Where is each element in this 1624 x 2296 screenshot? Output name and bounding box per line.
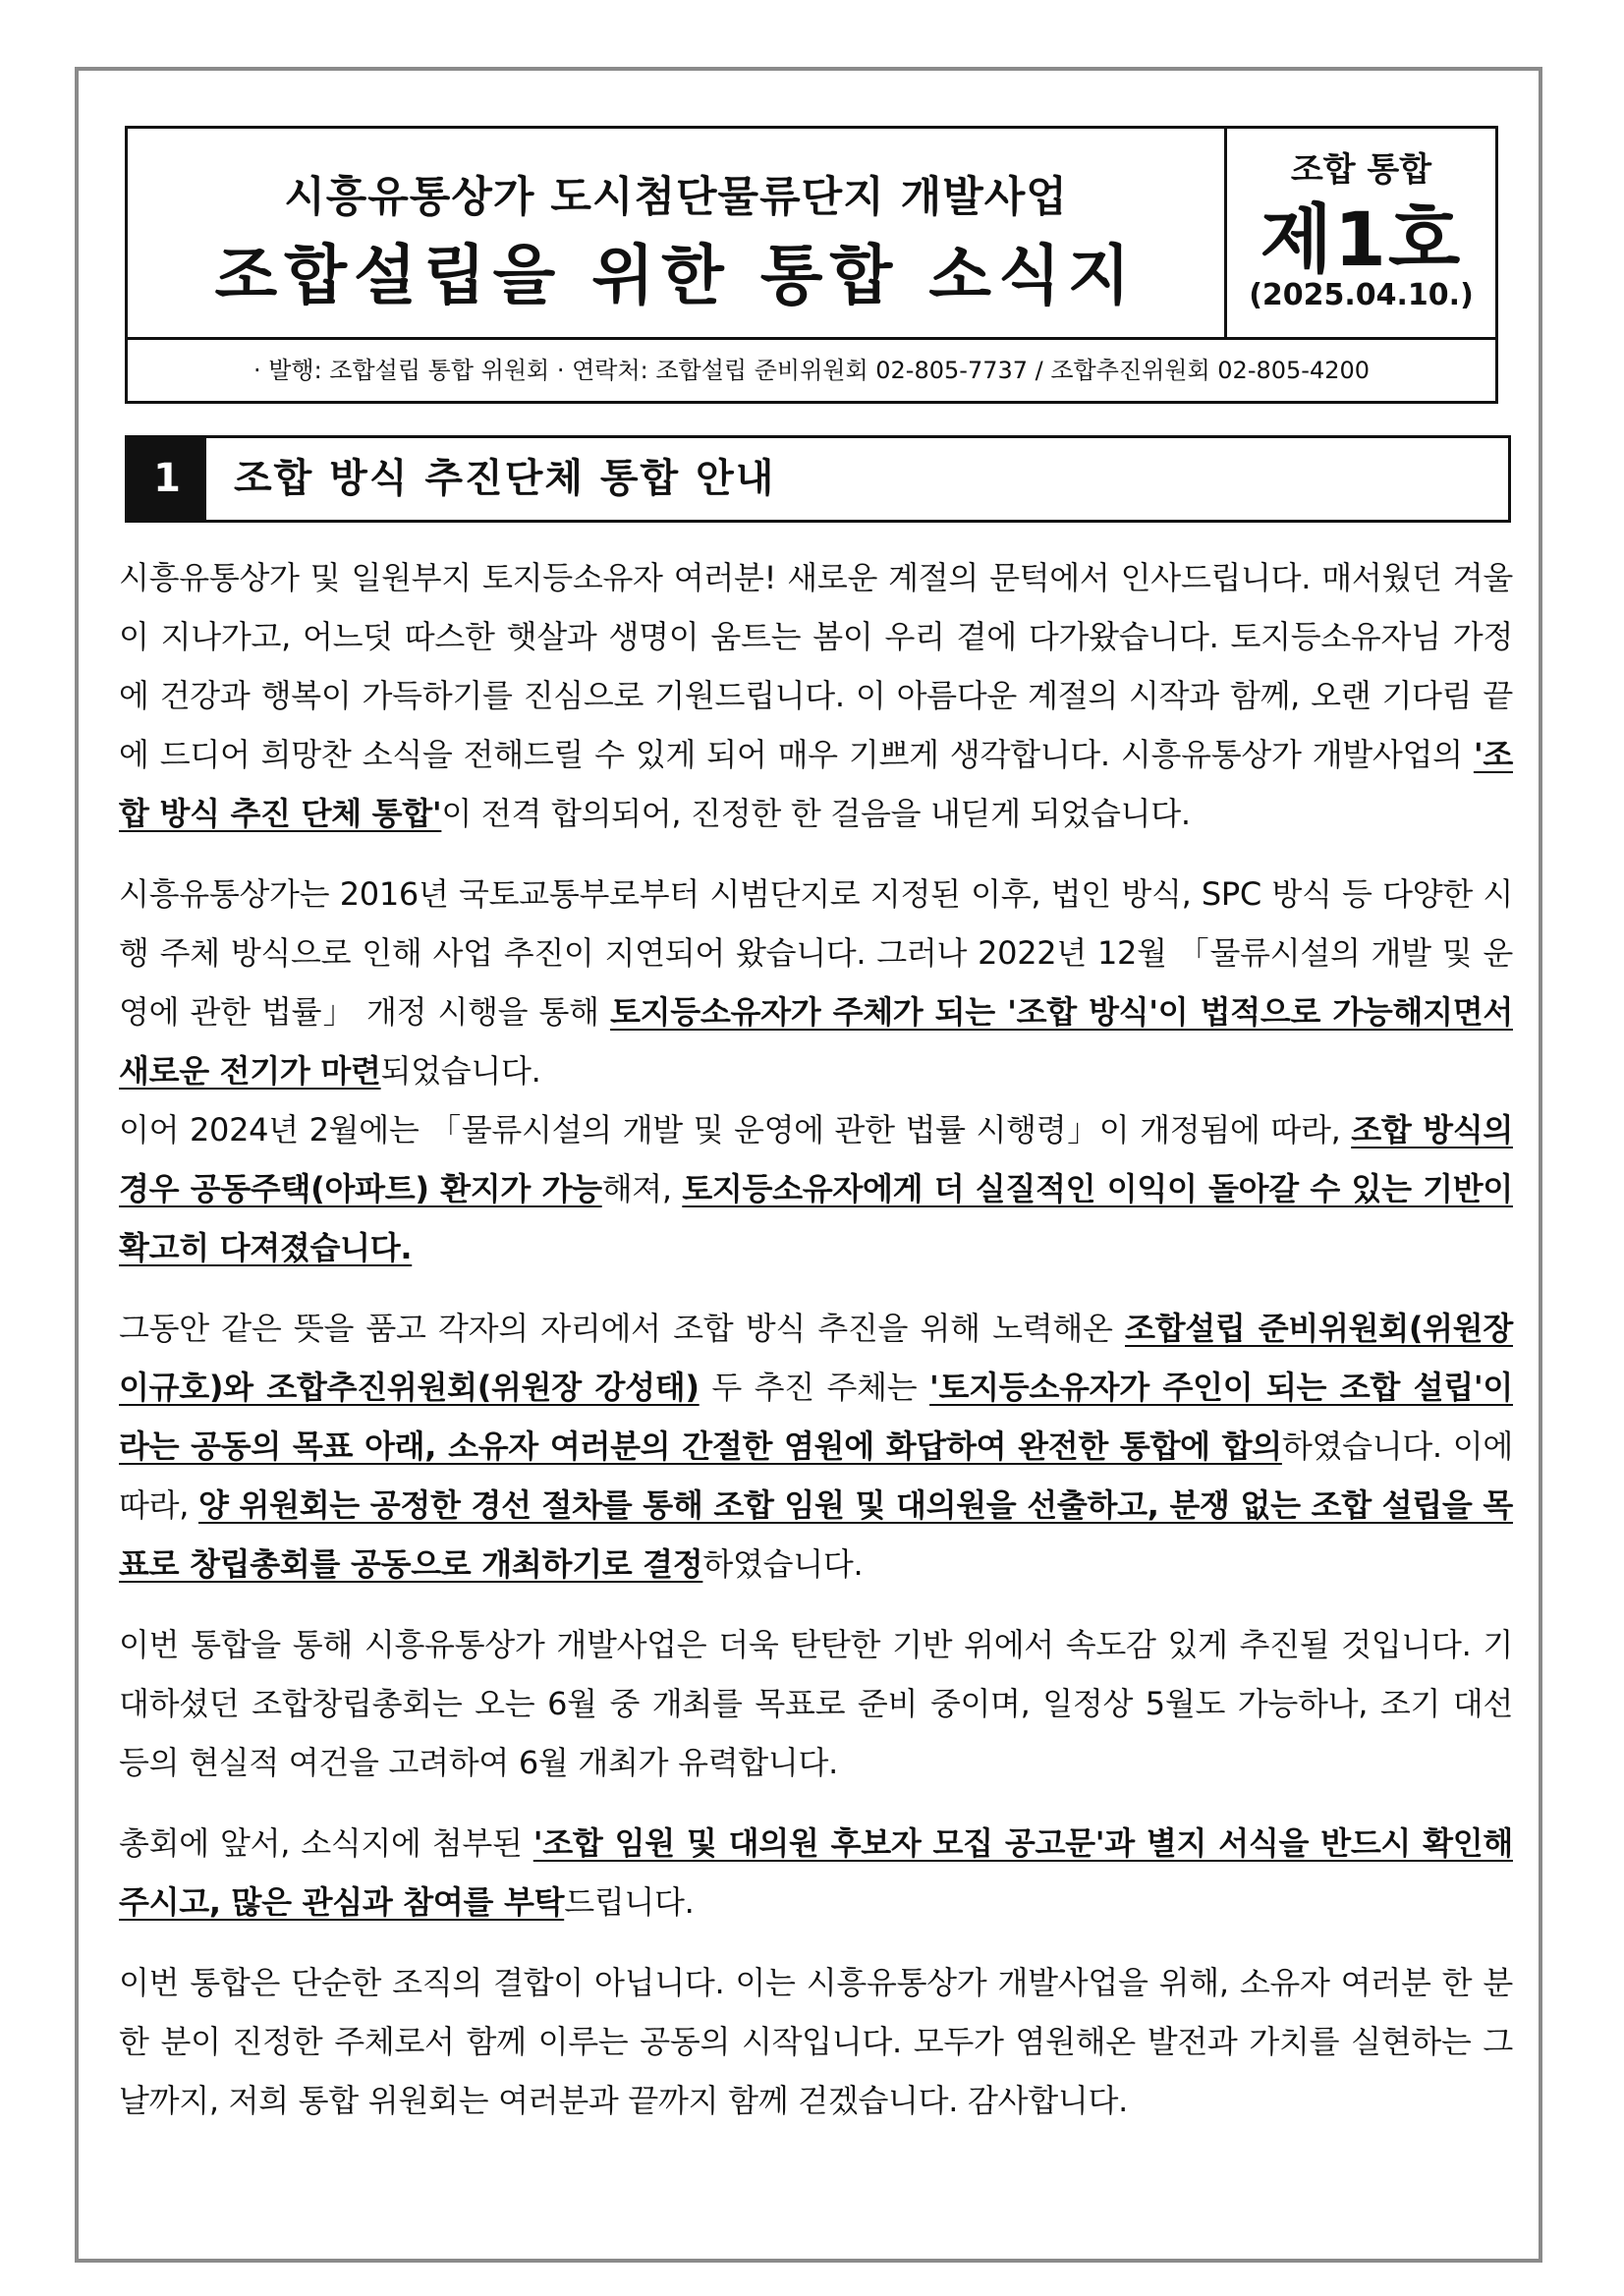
paragraph bbox=[119, 1615, 1513, 1792]
paragraph bbox=[119, 1953, 1513, 2130]
issue-label: 조합 통합 bbox=[1290, 150, 1432, 190]
article-body bbox=[119, 548, 1513, 2152]
emphasized-text: 조합설립 준비위원회(위원장 이규호)와 조합추진위원회(위원장 강성태) bbox=[119, 1310, 1514, 1406]
emphasized-text: 토지등소유자에게 더 실질적인 이익이 돌아갈 수 있는 기반이 확고히 다져졌습니다. bbox=[119, 1170, 1514, 1266]
emphasized-text: '조합 임원 및 대의원 후보자 모집 공고문'과 별지 서식을 반드시 확인해주시고, 많은 관심과 참여를 부탁 bbox=[119, 1824, 1513, 1921]
body-text: 하였습니다. 이에 따라, bbox=[119, 1428, 1513, 1524]
issue-number: 제1호 bbox=[1260, 196, 1463, 283]
publisher-contact-info: · 발행: 조합설립 통합 위원회 · 연락처: 조합설립 준비위원회 02-805-7737 / 조합추진위원회 02-805-4200 bbox=[252, 357, 1371, 384]
paragraph bbox=[119, 1814, 1513, 1932]
body-text: 이번 통합은 단순한 조직의 결합이 아닙니다. 이는 시흥유통상가 개발사업을 위해, 소유자 여러분 한 분 한 분이 진정한 주체로서 함께 이루는 공동의 시작입니다. 모두가 염원해온 발전과 가치를 실현하는 그날까지, 저희 통합 위원회는 여러분과 끝까지 함께 걷겠습니다. 감사합니다. bbox=[119, 1964, 1513, 2119]
body-text: 시흥유통상가는 2016년 국토교통부로부터 시범단지로 지정된 이후, 법인 방식, SPC 방식 등 다양한 시행 주체 방식으로 인해 사업 추진이 지연되어 왔습니다. 그러나 2022년 12월 「물류시설의 개발 및 운영에 관한 법률」 개정 시행을 통해 bbox=[119, 875, 1513, 1031]
issue-box bbox=[1227, 129, 1495, 340]
emphasized-text: 토지등소유자가 주체가 되는 '조합 방식'이 법적으로 가능해지면서 새로운 전기가 마련 bbox=[119, 993, 1513, 1090]
body-text: 시흥유통상가 및 일원부지 토지등소유자 여러분! 새로운 계절의 문턱에서 인사드립니다. 매서웠던 겨울이 지나가고, 어느덧 따스한 햇살과 생명이 움트는 봄이 우리 곁에 다가왔습니다. 토지등소유자님 가정에 건강과 행복이 가득하기를 진심으로 기원드립니다. 이 아름다운 계절의 시작과 함께, 오랜 기다림 끝에 드디어 희망찬 소식을 전해드릴 수 있게 되어 매우 기쁘게 생각합니다. 시흥유통상가 개발사업의 bbox=[119, 559, 1513, 773]
masthead bbox=[125, 126, 1498, 404]
paragraph bbox=[119, 548, 1513, 843]
emphasized-text: '조합 방식 추진 단체 통합' bbox=[119, 736, 1513, 832]
body-text: 하였습니다. bbox=[702, 1545, 864, 1583]
section-title: 조합 방식 추진단체 통합 안내 bbox=[234, 456, 776, 501]
body-text: 되었습니다. bbox=[380, 1052, 541, 1090]
emphasized-text: '토지등소유자가 주인이 되는 조합 설립'이라는 공동의 목표 아래, 소유자 여러분의 간절한 염원에 화답하여 완전한 통합에 합의 bbox=[119, 1369, 1514, 1465]
paragraph bbox=[119, 865, 1513, 1100]
section-number: 1 bbox=[128, 438, 206, 520]
body-text: 총회에 앞서, 소식지에 첨부된 bbox=[119, 1824, 533, 1862]
emphasized-text: 양 위원회는 공정한 경선 절차를 통해 조합 임원 및 대의원을 선출하고, 분쟁 없는 조합 설립을 목표로 창립총회를 공동으로 개최하기로 결정 bbox=[119, 1486, 1514, 1583]
issue-date: (2025.04.10.) bbox=[1249, 278, 1474, 312]
emphasized-text: 조합 방식의 경우 공동주택(아파트) 환지가 가능 bbox=[119, 1111, 1513, 1207]
paragraph bbox=[119, 1100, 1513, 1277]
body-text: 이어 2024년 2월에는 「물류시설의 개발 및 운영에 관한 법률 시행령」이 개정됨에 따라, bbox=[119, 1111, 1352, 1148]
masthead-subtitle: 시흥유통상가 도시첨단물류단지 개발사업 bbox=[284, 173, 1068, 222]
masthead-title: 조합설립을 위한 통합 소식지 bbox=[214, 238, 1138, 313]
body-text: 그동안 같은 뜻을 품고 각자의 자리에서 조합 방식 추진을 위해 노력해온 bbox=[119, 1310, 1125, 1347]
paragraph bbox=[119, 1299, 1513, 1594]
body-text: 이번 통합을 통해 시흥유통상가 개발사업은 더욱 탄탄한 기반 위에서 속도감 있게 추진될 것입니다. 기대하셨던 조합창립총회는 오는 6월 중 개최를 목표로 준비 중이며, 일정상 5월도 가능하나, 조기 대선 등의 현실적 여건을 고려하여 6월 개최가 유력합니다. bbox=[119, 1626, 1513, 1781]
body-text: 해져, bbox=[601, 1170, 683, 1207]
section-header bbox=[125, 435, 1511, 523]
body-text: 두 추진 주체는 bbox=[699, 1369, 930, 1406]
masthead-title-box bbox=[128, 129, 1227, 340]
body-text: 이 전격 합의되어, 진정한 한 걸음을 내딛게 되었습니다. bbox=[441, 795, 1191, 832]
body-text: 드립니다. bbox=[564, 1883, 695, 1921]
